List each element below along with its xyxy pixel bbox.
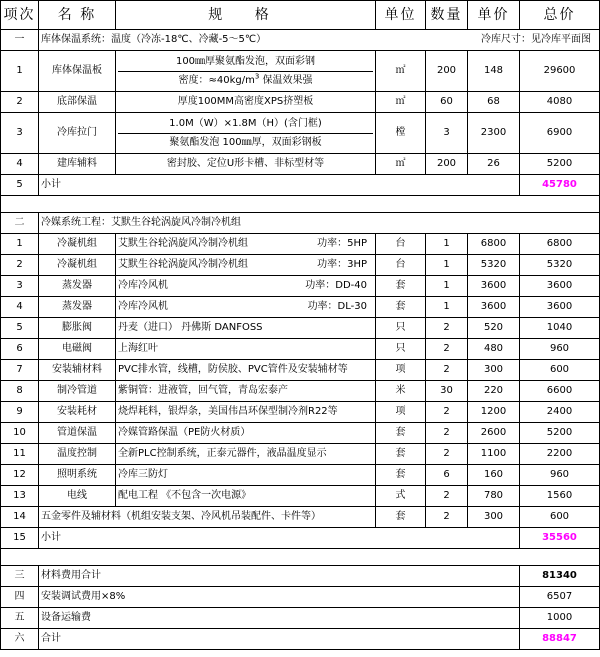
section-size-note: 冷库尺寸：见冷库平面图 xyxy=(481,34,591,45)
item-unit: 米 xyxy=(376,381,426,402)
item-number: 10 xyxy=(1,423,39,444)
section-number: 二 xyxy=(1,213,39,234)
item-unit: 樘 xyxy=(376,113,426,154)
item-unit: 项 xyxy=(376,402,426,423)
spec-text: 艾默生谷轮涡旋风冷制冷机组 xyxy=(118,259,248,270)
item-total: 3600 xyxy=(520,297,600,318)
item-total: 6900 xyxy=(520,113,600,154)
item-spec xyxy=(116,51,376,92)
table-row xyxy=(1,465,600,486)
item-qty: 1 xyxy=(426,255,468,276)
item-number: 7 xyxy=(1,360,39,381)
spec-density-note: 保温效果强 xyxy=(259,74,313,86)
item-spec xyxy=(116,113,376,154)
item-unit: 只 xyxy=(376,318,426,339)
item-unit: 套 xyxy=(376,276,426,297)
table-row xyxy=(1,154,600,175)
item-price: 1100 xyxy=(468,444,520,465)
item-unit: 套 xyxy=(376,507,426,528)
item-name: 冷凝机组 xyxy=(39,234,116,255)
item-number: 14 xyxy=(1,507,39,528)
item-total: 1040 xyxy=(520,318,600,339)
item-number: 2 xyxy=(1,255,39,276)
table-row xyxy=(1,276,600,297)
item-unit: 套 xyxy=(376,465,426,486)
item-qty: 60 xyxy=(426,92,468,113)
item-number: 8 xyxy=(1,381,39,402)
item-qty: 30 xyxy=(426,381,468,402)
table-row xyxy=(1,318,600,339)
item-spec xyxy=(116,318,376,339)
section-header-row xyxy=(1,30,600,51)
spec-density-exponent: 3 xyxy=(254,72,260,81)
item-spec xyxy=(116,402,376,423)
item-spec xyxy=(116,255,376,276)
summary-value: 6507 xyxy=(520,587,600,608)
item-unit: 台 xyxy=(376,255,426,276)
table-row xyxy=(1,507,600,528)
item-name: 蒸发器 xyxy=(39,297,116,318)
summary-label: 设备运输费 xyxy=(39,608,520,629)
summary-label: 合计 xyxy=(39,629,520,650)
subtotal-label: 小计 xyxy=(39,175,520,196)
table-row xyxy=(1,297,600,318)
item-name: 电线 xyxy=(39,486,116,507)
header-unit: 单位 xyxy=(376,1,426,30)
item-total: 6800 xyxy=(520,234,600,255)
item-total: 600 xyxy=(520,507,600,528)
item-spec xyxy=(116,486,376,507)
section-header-row xyxy=(1,213,600,234)
item-number: 6 xyxy=(1,339,39,360)
item-number: 3 xyxy=(1,113,39,154)
table-row xyxy=(1,381,600,402)
item-unit: 只 xyxy=(376,339,426,360)
item-number: 2 xyxy=(1,92,39,113)
item-spec xyxy=(116,297,376,318)
table-row xyxy=(1,339,600,360)
spec-line: 厚度100MM高密度XPS挤塑板 xyxy=(177,96,314,107)
table-row xyxy=(1,423,600,444)
item-price: 300 xyxy=(468,507,520,528)
item-spec xyxy=(116,465,376,486)
spec-power: 功率：5HP xyxy=(317,238,367,249)
table-row xyxy=(1,113,600,154)
item-price: 148 xyxy=(468,51,520,92)
spec-line xyxy=(118,71,373,88)
item-name: 安装辅材料 xyxy=(39,360,116,381)
header-qty: 数量 xyxy=(426,1,468,30)
item-price: 2300 xyxy=(468,113,520,154)
spec-line: 1.0M（W）×1.8M（H）(含门框) xyxy=(169,117,322,129)
item-total: 5200 xyxy=(520,423,600,444)
summary-value: 81340 xyxy=(520,566,600,587)
item-number: 9 xyxy=(1,402,39,423)
item-spec xyxy=(116,339,376,360)
item-spec xyxy=(116,276,376,297)
item-qty: 2 xyxy=(426,507,468,528)
spec-text: 烧焊耗料，银焊条，美国伟昌环保型制冷剂R22等 xyxy=(118,406,338,417)
item-qty: 3 xyxy=(426,113,468,154)
item-qty: 2 xyxy=(426,444,468,465)
summary-value: 1000 xyxy=(520,608,600,629)
item-price: 6800 xyxy=(468,234,520,255)
item-number: 1 xyxy=(1,234,39,255)
item-price: 480 xyxy=(468,339,520,360)
spec-line: 聚氨酯发泡 100㎜厚，双面彩钢板 xyxy=(118,133,373,150)
spec-text: 丹麦（进口） 丹佛斯 DANFOSS xyxy=(118,322,263,333)
subtotal-label: 小计 xyxy=(39,528,520,549)
item-price: 300 xyxy=(468,360,520,381)
item-spec xyxy=(116,234,376,255)
spec-text: 配电工程 《不包含一次电源》 xyxy=(118,490,252,501)
summary-row xyxy=(1,587,600,608)
item-total: 960 xyxy=(520,339,600,360)
item-qty: 2 xyxy=(426,423,468,444)
section-title: 冷媒系统工程：艾默生谷轮涡旋风冷制冷机组 xyxy=(39,213,600,234)
spec-power: 功率：DD-40 xyxy=(305,280,367,291)
header-price: 单价 xyxy=(468,1,520,30)
item-qty: 2 xyxy=(426,486,468,507)
spec-text: 上海红叶 xyxy=(118,343,158,354)
subtotal-value: 35560 xyxy=(520,528,600,549)
item-total: 4080 xyxy=(520,92,600,113)
item-total: 5200 xyxy=(520,154,600,175)
item-name: 五金零件及辅材料（机组安装支架、冷风机吊装配件、卡件等） xyxy=(39,507,376,528)
item-total: 2200 xyxy=(520,444,600,465)
summary-number: 四 xyxy=(1,587,39,608)
item-unit: 式 xyxy=(376,486,426,507)
item-name: 电磁阀 xyxy=(39,339,116,360)
item-unit: 台 xyxy=(376,234,426,255)
blank-row xyxy=(1,196,600,213)
table-row xyxy=(1,360,600,381)
item-name: 蒸发器 xyxy=(39,276,116,297)
spec-power: 功率：DL-30 xyxy=(307,301,367,312)
item-unit: ㎡ xyxy=(376,92,426,113)
item-name: 制冷管道 xyxy=(39,381,116,402)
item-name: 管道保温 xyxy=(39,423,116,444)
table-row xyxy=(1,444,600,465)
item-price: 26 xyxy=(468,154,520,175)
subtotal-number: 15 xyxy=(1,528,39,549)
item-name: 安装耗材 xyxy=(39,402,116,423)
item-price: 68 xyxy=(468,92,520,113)
item-number: 12 xyxy=(1,465,39,486)
item-price: 160 xyxy=(468,465,520,486)
item-name: 照明系统 xyxy=(39,465,116,486)
section-title-text: 库体保温系统：温度（冷冻-18℃、冷藏-5～5℃） xyxy=(41,34,267,45)
table-row xyxy=(1,92,600,113)
item-name: 冷凝机组 xyxy=(39,255,116,276)
item-number: 11 xyxy=(1,444,39,465)
subtotal-row xyxy=(1,175,600,196)
item-name: 膨胀阀 xyxy=(39,318,116,339)
item-qty: 200 xyxy=(426,154,468,175)
spec-line: 100㎜厚聚氨酯发泡，双面彩钢 xyxy=(175,55,316,67)
table-row xyxy=(1,486,600,507)
item-price: 2600 xyxy=(468,423,520,444)
item-qty: 2 xyxy=(426,339,468,360)
item-total: 5320 xyxy=(520,255,600,276)
spec-text: PVC排水管，线槽，防侯胶、PVC管件及安装辅材等 xyxy=(118,364,348,375)
summary-number: 三 xyxy=(1,566,39,587)
item-number: 3 xyxy=(1,276,39,297)
subtotal-value: 45780 xyxy=(520,175,600,196)
header-no: 项次 xyxy=(1,1,39,30)
header-row xyxy=(1,1,600,30)
section-number: 一 xyxy=(1,30,39,51)
item-total: 960 xyxy=(520,465,600,486)
item-unit: 项 xyxy=(376,360,426,381)
spec-text: 冷媒管路保温（PE防火材质） xyxy=(118,427,251,438)
spec-density: 密度：≈40kg/m xyxy=(178,74,255,86)
summary-number: 六 xyxy=(1,629,39,650)
summary-row xyxy=(1,566,600,587)
item-price: 1200 xyxy=(468,402,520,423)
table-body xyxy=(1,1,600,650)
item-number: 4 xyxy=(1,154,39,175)
spec-text: 冷库冷风机 xyxy=(118,301,168,312)
item-price: 520 xyxy=(468,318,520,339)
item-total: 600 xyxy=(520,360,600,381)
item-unit: 套 xyxy=(376,423,426,444)
item-number: 4 xyxy=(1,297,39,318)
item-total: 1560 xyxy=(520,486,600,507)
item-price: 220 xyxy=(468,381,520,402)
item-unit: ㎡ xyxy=(376,51,426,92)
section-title xyxy=(39,30,600,51)
subtotal-row xyxy=(1,528,600,549)
table-row xyxy=(1,255,600,276)
item-price: 3600 xyxy=(468,297,520,318)
item-name: 建库辅料 xyxy=(39,154,116,175)
spec-text: 冷库三防灯 xyxy=(118,469,168,480)
item-number: 1 xyxy=(1,51,39,92)
item-unit: 套 xyxy=(376,444,426,465)
blank-cell xyxy=(1,549,600,566)
item-name: 库体保温板 xyxy=(39,51,116,92)
subtotal-number: 5 xyxy=(1,175,39,196)
item-spec xyxy=(116,444,376,465)
item-total: 2400 xyxy=(520,402,600,423)
header-total: 总价 xyxy=(520,1,600,30)
item-unit: 套 xyxy=(376,297,426,318)
item-qty: 6 xyxy=(426,465,468,486)
spec-text: 紫铜管：进液管，回气管，青岛宏泰产 xyxy=(118,385,288,396)
summary-row xyxy=(1,608,600,629)
blank-cell xyxy=(1,196,600,213)
item-qty: 1 xyxy=(426,297,468,318)
item-total: 29600 xyxy=(520,51,600,92)
summary-row xyxy=(1,629,600,650)
item-name: 底部保温 xyxy=(39,92,116,113)
table-row xyxy=(1,51,600,92)
item-spec xyxy=(116,360,376,381)
item-spec xyxy=(116,154,376,175)
item-name: 温度控制 xyxy=(39,444,116,465)
table-row xyxy=(1,234,600,255)
item-number: 5 xyxy=(1,318,39,339)
item-qty: 200 xyxy=(426,51,468,92)
item-qty: 2 xyxy=(426,318,468,339)
item-spec xyxy=(116,423,376,444)
item-name: 冷库拉门 xyxy=(39,113,116,154)
item-qty: 1 xyxy=(426,276,468,297)
item-spec xyxy=(116,381,376,402)
item-total: 3600 xyxy=(520,276,600,297)
item-spec xyxy=(116,92,376,113)
spec-line: 密封胶、定位U形卡槽、非标型材等 xyxy=(166,158,325,169)
item-total: 6600 xyxy=(520,381,600,402)
item-unit: ㎡ xyxy=(376,154,426,175)
spec-text: 冷库冷风机 xyxy=(118,280,168,291)
summary-number: 五 xyxy=(1,608,39,629)
table-row xyxy=(1,402,600,423)
spec-text: 全新PLC控制系统，正泰元器件，液晶温度显示 xyxy=(118,448,327,459)
item-price: 5320 xyxy=(468,255,520,276)
item-qty: 2 xyxy=(426,360,468,381)
item-price: 3600 xyxy=(468,276,520,297)
header-spec: 规 格 xyxy=(116,1,376,30)
item-qty: 1 xyxy=(426,234,468,255)
summary-value: 88847 xyxy=(520,629,600,650)
summary-label: 材料费用合计 xyxy=(39,566,520,587)
summary-label: 安装调试费用×8% xyxy=(39,587,520,608)
spec-text: 艾默生谷轮涡旋风冷制冷机组 xyxy=(118,238,248,249)
spec-power: 功率：3HP xyxy=(317,259,367,270)
item-price: 780 xyxy=(468,486,520,507)
header-name: 名 称 xyxy=(39,1,116,30)
blank-row xyxy=(1,549,600,566)
item-number: 13 xyxy=(1,486,39,507)
item-qty: 2 xyxy=(426,402,468,423)
